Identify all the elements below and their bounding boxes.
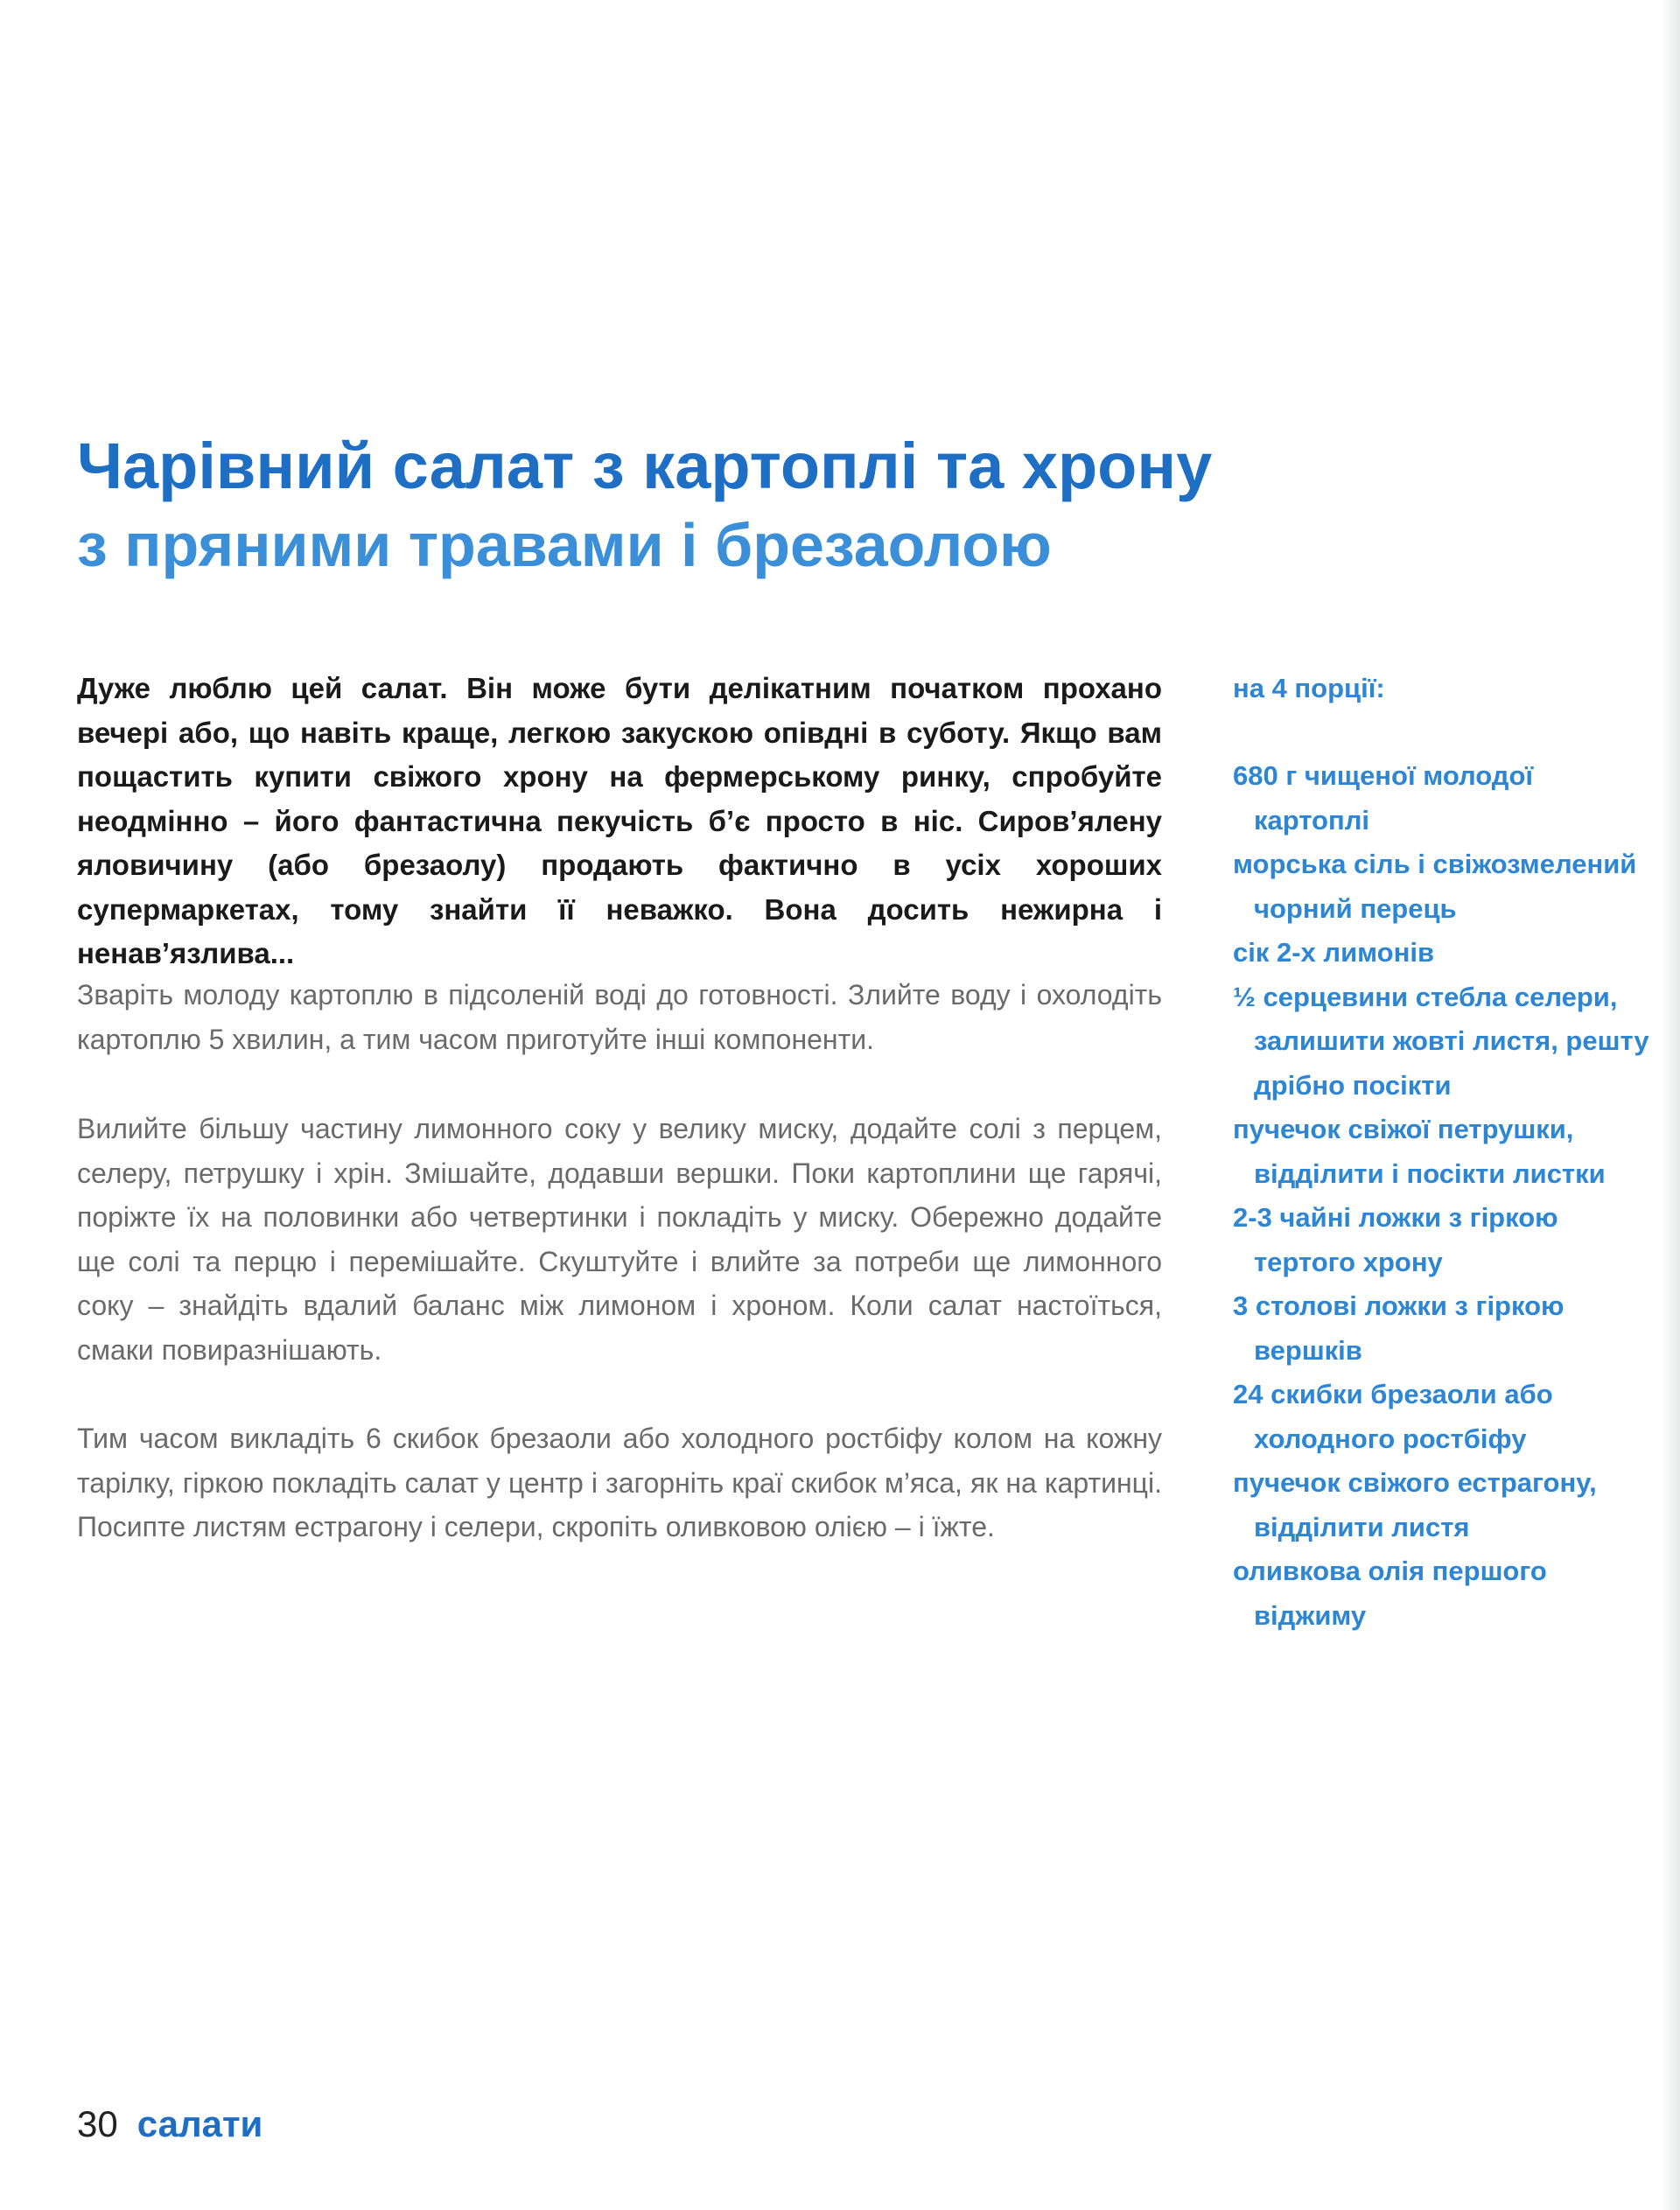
recipe-title [77,427,1390,584]
ingredient-item: пучечок свіжого естрагону, відділити листя [1233,1467,1597,1542]
intro-paragraph: Дуже люблю цей салат. Він може бути делікатним початком прохано вечері або, що навіть краще, легкою закускою опівдні в суботу. Якщо вам пощастить купити свіжого хрону на фермерському ринку, спробуйте неодмінно – його фантастична пекучість б’є просто в ніс. Сиров’ялену яловичину (або брезаолу) продають фактично в усіх хороших супермаркетах, тому знайти її неважко. Вона досить нежирна і ненав’язлива... [77,672,1162,969]
title-main-line: Чарівний салат з картоплі та хрону [77,430,1213,502]
ingredient-item: 3 столові ложки з гіркою вершків [1233,1290,1564,1366]
method-step-3: Тим часом викладіть 6 скибок брезаоли або холодного ростбіфу колом на кожну тарілку, гіркою покладіть салат у центр і загорніть краї скибок м’яса, як на картинці. Посипте листям естрагону і селери, скропіть оливковою олією – і їжте. [77,1423,1162,1542]
method-step-1: Зваріть молоду картоплю в підсоленій воді до готовності. Злийте воду і охолодіть картоплю 5 хвилин, а тим часом приготуйте інші компоненти. [77,979,1162,1055]
ingredient-item: ½ серцевини стебла селери, залишити жовті листя, решту дрібно посікти [1233,981,1649,1101]
page-number: 30 [77,2103,118,2144]
method-step-2: Вилийте більшу частину лимонного соку у велику миску, додайте солі з перцем, селеру, петрушку і хрін. Змішайте, додавши вершки. Поки картоплини ще гарячі, поріжте їх на половинки або четвертинки і покладіть у миску. Обережно додайте ще солі та перцю і перемішайте. Скуштуйте і влийте за потреби ще лимонного соку – знайдіть вдалий баланс між лимоном і хроном. Коли салат настоїться, смаки повиразнішають. [77,1113,1162,1366]
ingredient-item: 680 г чищеної молодої картоплі [1233,760,1534,836]
ingredient-item: сік 2-х лимонів [1233,937,1435,968]
servings-label: на 4 порції: [1233,673,1385,703]
page-edge-shadow [1661,0,1680,2210]
ingredient-item: оливкова олія першого віджиму [1233,1556,1547,1631]
page-footer [77,2098,262,2159]
ingredient-list [1233,754,1653,1638]
ingredient-item: 24 скибки брезаоли або холодного ростбіфу [1233,1379,1553,1454]
section-name: салати [136,2103,263,2144]
ingredient-item: 2-3 чайні ложки з гіркою тертого хрону [1233,1202,1558,1277]
title-sub-line: з пряними травами і брезаолою [77,511,1052,579]
ingredient-item: морська сіль і свіжозмелений чорний перець [1233,849,1637,924]
ingredient-item: пучечок свіжої петрушки, відділити і посікти листки [1233,1114,1606,1189]
